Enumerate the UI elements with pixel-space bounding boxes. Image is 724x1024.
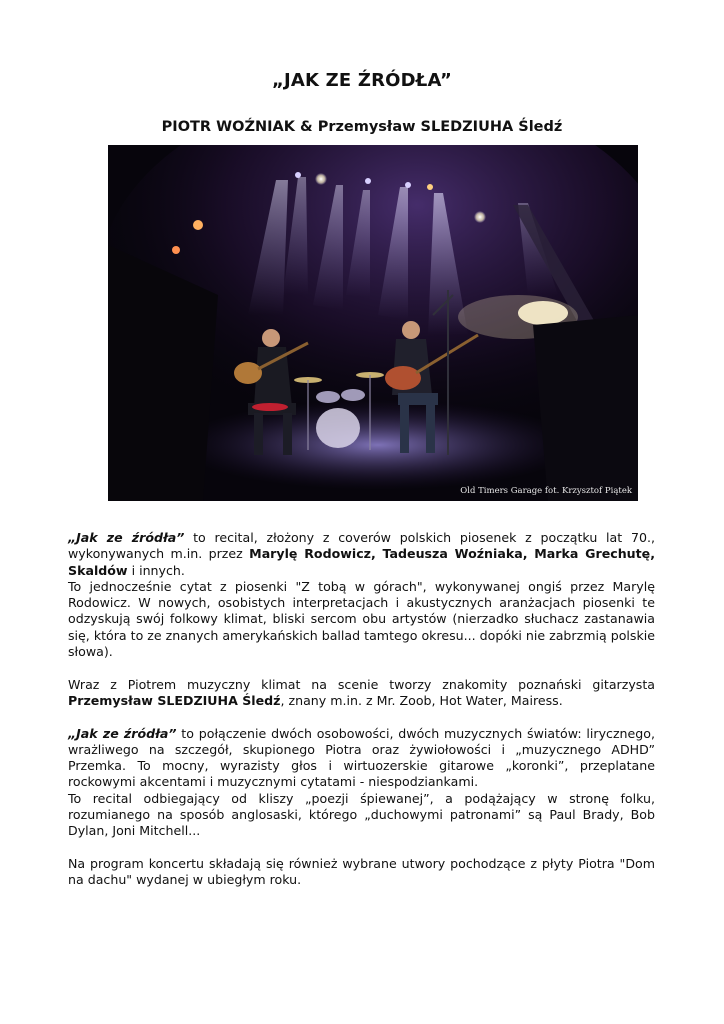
song-quote-text: To jednocześnie cytat z piosenki "Z tobą w górach", wykonywanej ongiś przez Marylę Rodowicz. W nowych, osobistych interpretacjach i akustycznych aranżacjach piosenki te odzyskują swój folkowy klimat, bliski sercom obu artystów (nierzadko słuchacz zastanawia się, która to ze znanych amerykańskich ballad tamtego okresu... dopóki nie zabrzmią polskie słowa). xyxy=(68,578,655,660)
guitarist-name: Przemysław SLEDZIUHA Śledź xyxy=(68,692,281,708)
recital-text: To recital odbiegający od kliszy „poezji śpiewanej”, a podążający w stronę folku, rozumianego na sposób anglosaski, którego „duchowymi patronami” są Paul Brady, Bob Dylan, Joni Mitchell... xyxy=(68,790,655,839)
photo-credit: Old Timers Garage fot. Krzysztof Piątek xyxy=(460,486,632,496)
document-subtitle: PIOTR WOŹNIAK & Przemysław SLEDZIUHA Śledź xyxy=(161,119,563,135)
document-title: „JAK ZE ŹRÓDŁA” xyxy=(271,70,453,91)
paragraph-description xyxy=(68,726,655,840)
paragraph-intro xyxy=(68,530,655,660)
program-text: Na program koncertu składają się również wybrane utwory pochodzące z płyty Piotra "Dom na dachu" wydanej w ubiegłym roku. xyxy=(68,855,655,888)
guitarist-text: Wraz z Piotrem muzyczny klimat na scenie tworzy znakomity poznański gitarzysta xyxy=(68,676,655,692)
description-text: to połączenie dwóch osobowości, dwóch muzycznych światów: lirycznego, wrażliwego na szczegół, skupionego Piotra oraz żywiołowości i „muzycznego ADHD” Przemka. To mocny, wyrazisty głos i wirtuozerskie gitarowe „koronki”, przeplatane rockowymi akcentami i muzycznymi cytatami - niespodziankami. xyxy=(68,725,655,790)
lead-title-2: „Jak ze źródła” xyxy=(68,725,177,741)
artists-list: Marylę Rodowicz, Tadeusza Woźniaka, Marka Grechutę, Skaldów xyxy=(68,546,655,578)
intro-text-end: i innych. xyxy=(127,562,185,578)
paragraph-guitarist xyxy=(68,677,655,710)
lead-title: „Jak ze źródła” xyxy=(68,530,185,545)
intro-text: to recital, złożony z coverów polskich piosenek z początku lat 70., wykonywanych m.in. przez xyxy=(68,530,655,562)
guitarist-text-end: , znany m.in. z Mr. Zoob, Hot Water, Mairess. xyxy=(280,692,563,708)
article-body xyxy=(68,530,655,905)
concert-stage-illustration xyxy=(108,145,638,501)
paragraph-program xyxy=(68,856,655,889)
concert-photo xyxy=(108,145,638,501)
